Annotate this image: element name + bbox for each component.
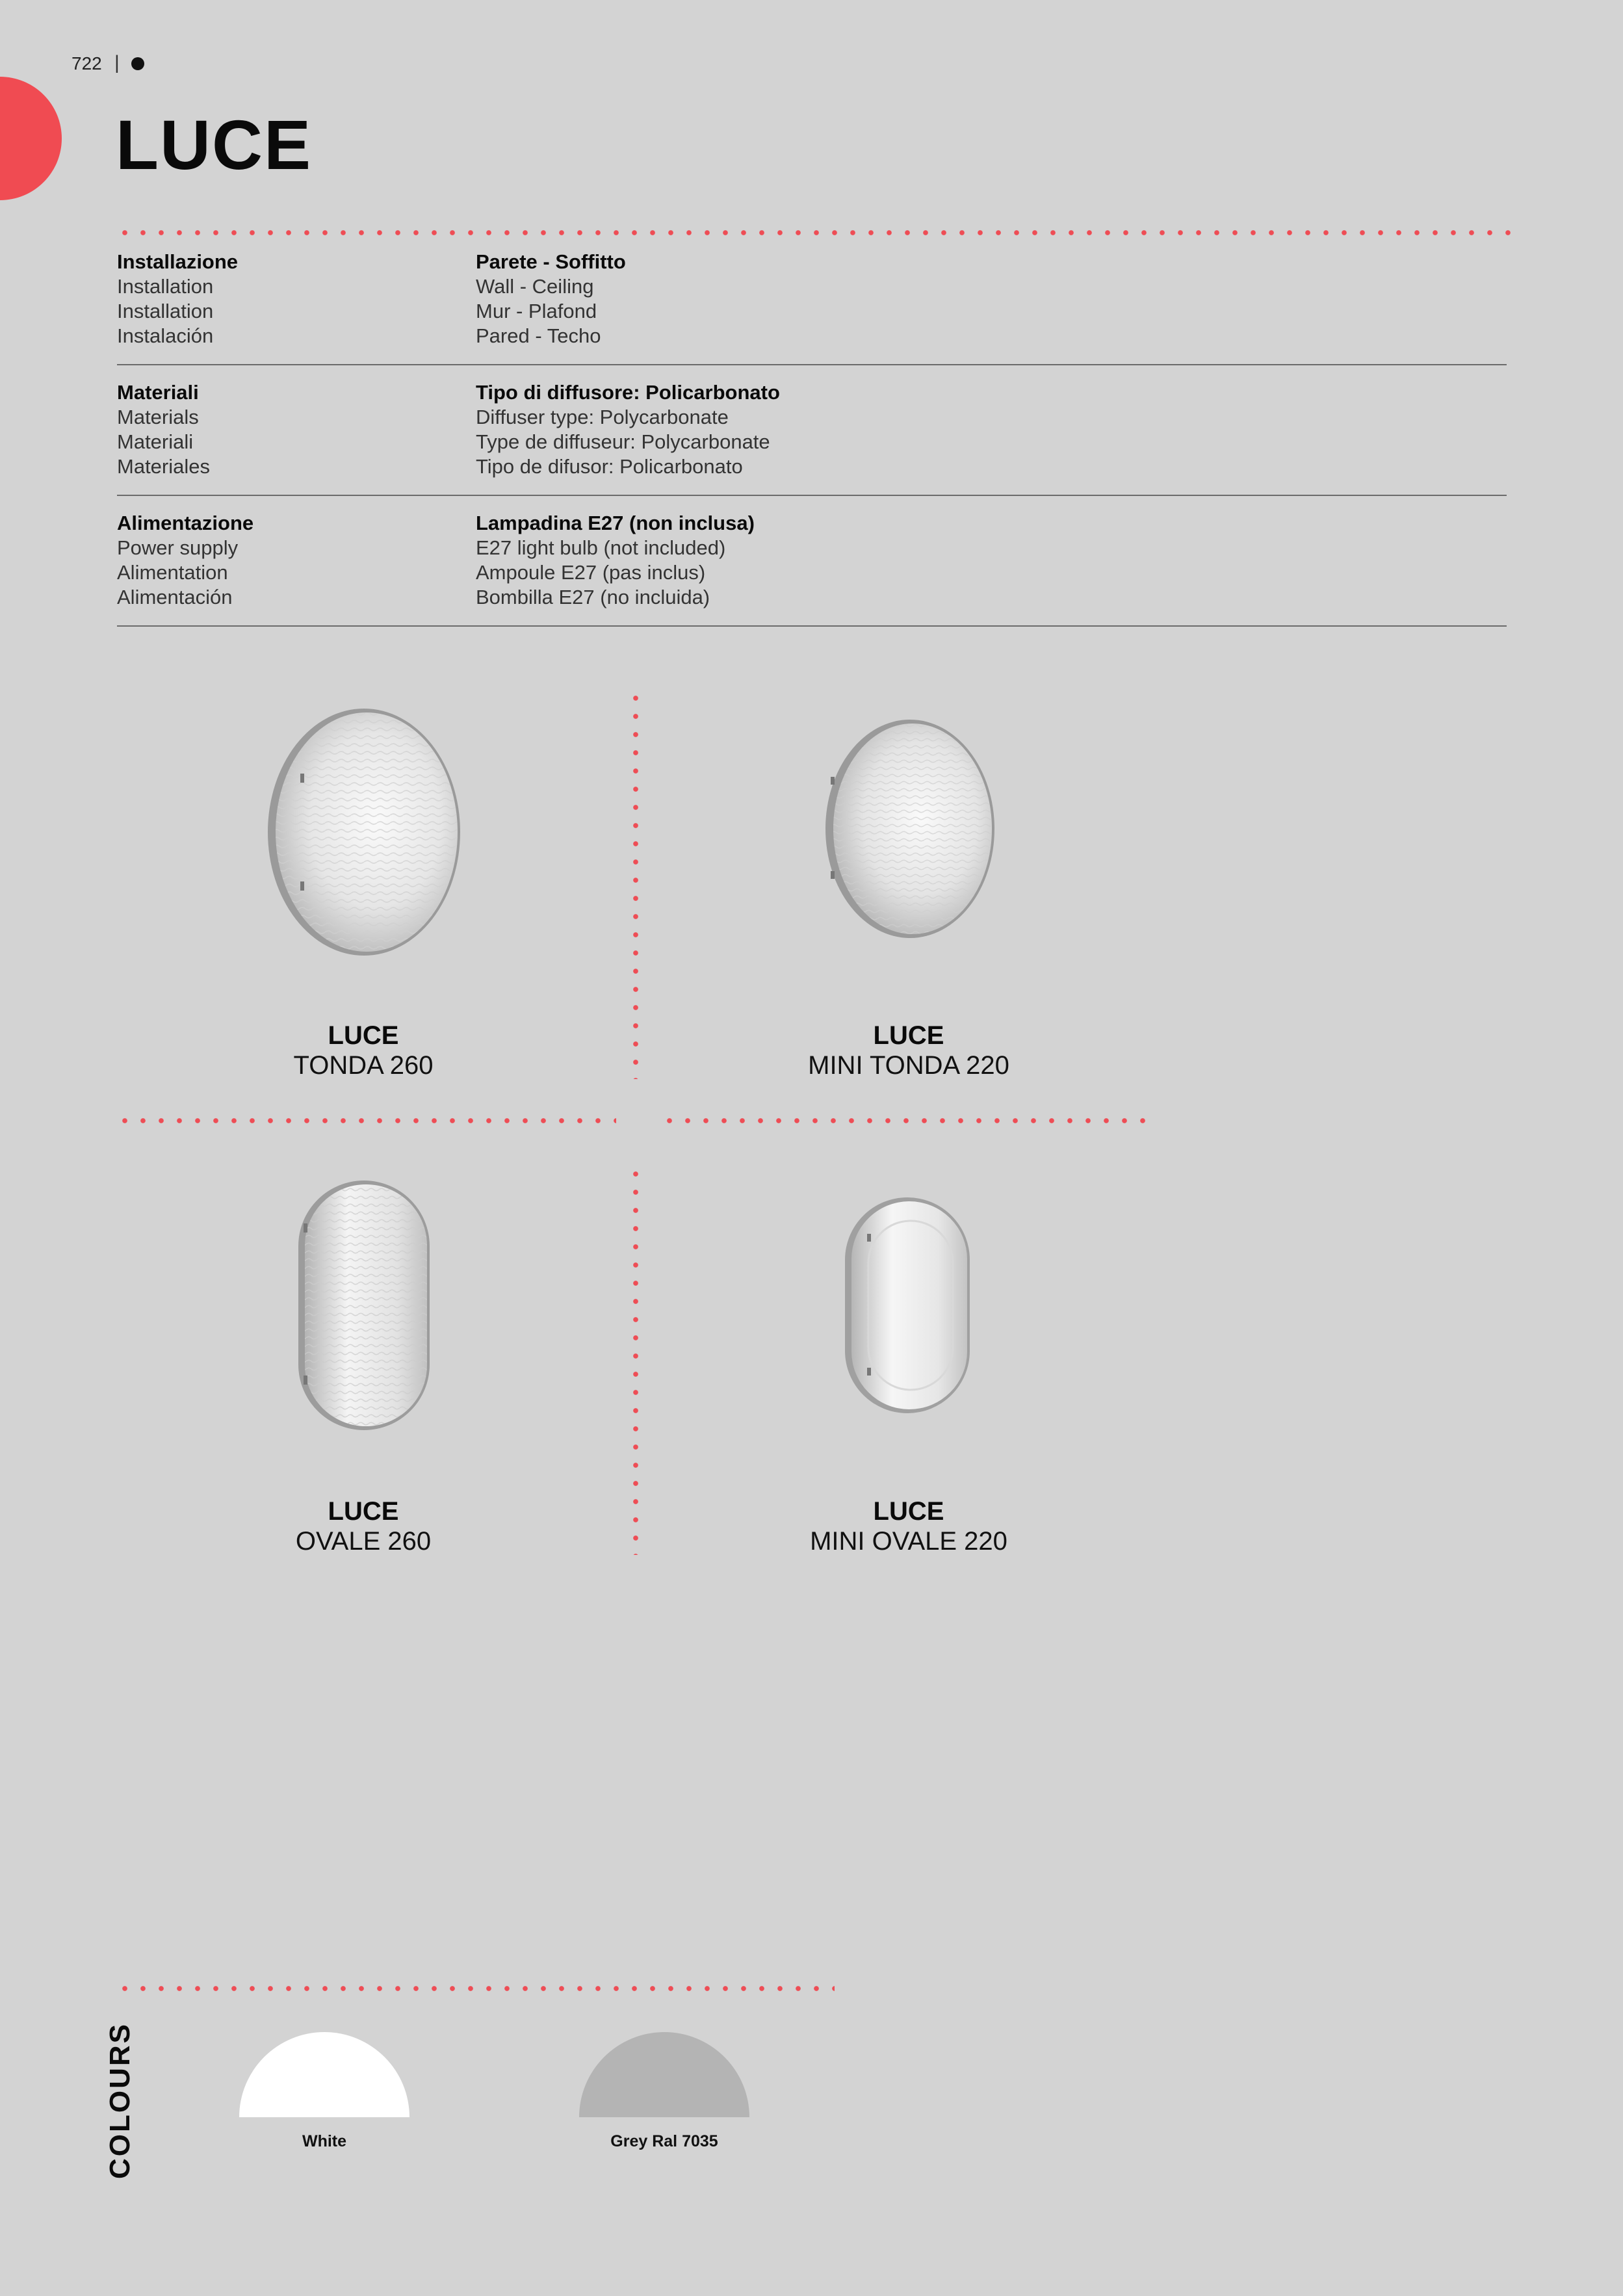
spec-labels (117, 380, 210, 479)
product-line-2: MINI OVALE 220 (810, 1527, 1007, 1556)
page-title: LUCE (116, 105, 312, 184)
spec-value-it: Parete - Soffitto (476, 250, 626, 273)
spec-label-es: Materiales (117, 455, 210, 478)
dotted-divider-mid-left (116, 1118, 616, 1123)
spec-values (476, 250, 626, 348)
product-line-1: LUCE (873, 1021, 944, 1050)
bullet-dot-icon (131, 57, 144, 70)
spec-label-it: Alimentazione (117, 512, 254, 534)
product-line-1: LUCE (873, 1497, 944, 1526)
product-line-2: TONDA 260 (293, 1051, 434, 1080)
spec-value-es: Pared - Techo (476, 324, 601, 347)
product-name-mini-tonda-220 (714, 1021, 1104, 1080)
spec-label-es: Instalación (117, 324, 214, 347)
dotted-divider-top (116, 230, 1513, 235)
swatch-grey-ral-7035 (579, 2032, 749, 2117)
spec-value-fr: Mur - Plafond (476, 300, 597, 322)
swatch-white (239, 2032, 409, 2117)
spec-value-en: Diffuser type: Polycarbonate (476, 406, 729, 428)
product-line-1: LUCE (328, 1497, 399, 1526)
product-line-2: MINI TONDA 220 (808, 1051, 1009, 1080)
spec-value-fr: Ampoule E27 (pas inclus) (476, 561, 706, 584)
spec-value-it: Tipo di diffusore: Policarbonato (476, 381, 780, 404)
spec-value-it: Lampadina E27 (non inclusa) (476, 512, 755, 534)
spec-label-fr: Installation (117, 300, 214, 322)
product-line-2: OVALE 260 (295, 1527, 432, 1556)
luce-ovale-260-lamp-image (296, 1178, 432, 1433)
spec-values (476, 380, 780, 479)
spec-row-materials (117, 380, 1507, 496)
product-line-1: LUCE (328, 1021, 399, 1050)
spec-label-it: Installazione (117, 250, 239, 273)
spec-value-es: Bombilla E27 (no incluida) (476, 586, 710, 608)
product-name-mini-ovale-220 (714, 1496, 1104, 1556)
spec-value-es: Tipo de difusor: Policarbonato (476, 455, 743, 478)
spec-label-en: Power supply (117, 536, 239, 559)
red-half-circle-decoration (0, 77, 62, 200)
spec-label-en: Installation (117, 275, 214, 298)
luce-tonda-260-lamp-image (260, 702, 468, 962)
spec-labels (117, 250, 238, 348)
product-name-tonda-260 (168, 1021, 558, 1080)
page-number: 722 (71, 53, 102, 73)
dotted-divider-mid-right (660, 1118, 1158, 1123)
dotted-divider-vertical-top (633, 689, 638, 1079)
spec-label-es: Alimentación (117, 586, 233, 608)
spec-label-en: Materials (117, 406, 199, 428)
swatch-label-grey: Grey Ral 7035 (610, 2132, 718, 2150)
spec-row-installation (117, 250, 1507, 365)
luce-mini-ovale-220-lamp-image (842, 1195, 972, 1416)
spec-labels (117, 511, 253, 610)
spec-row-power-supply (117, 511, 1507, 627)
spec-values (476, 511, 755, 610)
page-number-separator: | (114, 52, 120, 73)
spec-value-en: Wall - Ceiling (476, 275, 594, 298)
dotted-divider-colours (116, 1986, 835, 1991)
spec-value-en: E27 light bulb (not included) (476, 536, 726, 559)
colours-label: COLOURS (104, 2022, 136, 2179)
luce-mini-tonda-220-lamp-image (819, 715, 1001, 943)
spec-label-fr: Materiali (117, 430, 194, 453)
spec-label-fr: Alimentation (117, 561, 228, 584)
spec-value-fr: Type de diffuseur: Polycarbonate (476, 430, 770, 453)
product-name-ovale-260 (168, 1496, 558, 1556)
spec-label-it: Materiali (117, 381, 199, 404)
swatch-label-white: White (302, 2132, 347, 2150)
dotted-divider-vertical-bottom (633, 1165, 638, 1555)
